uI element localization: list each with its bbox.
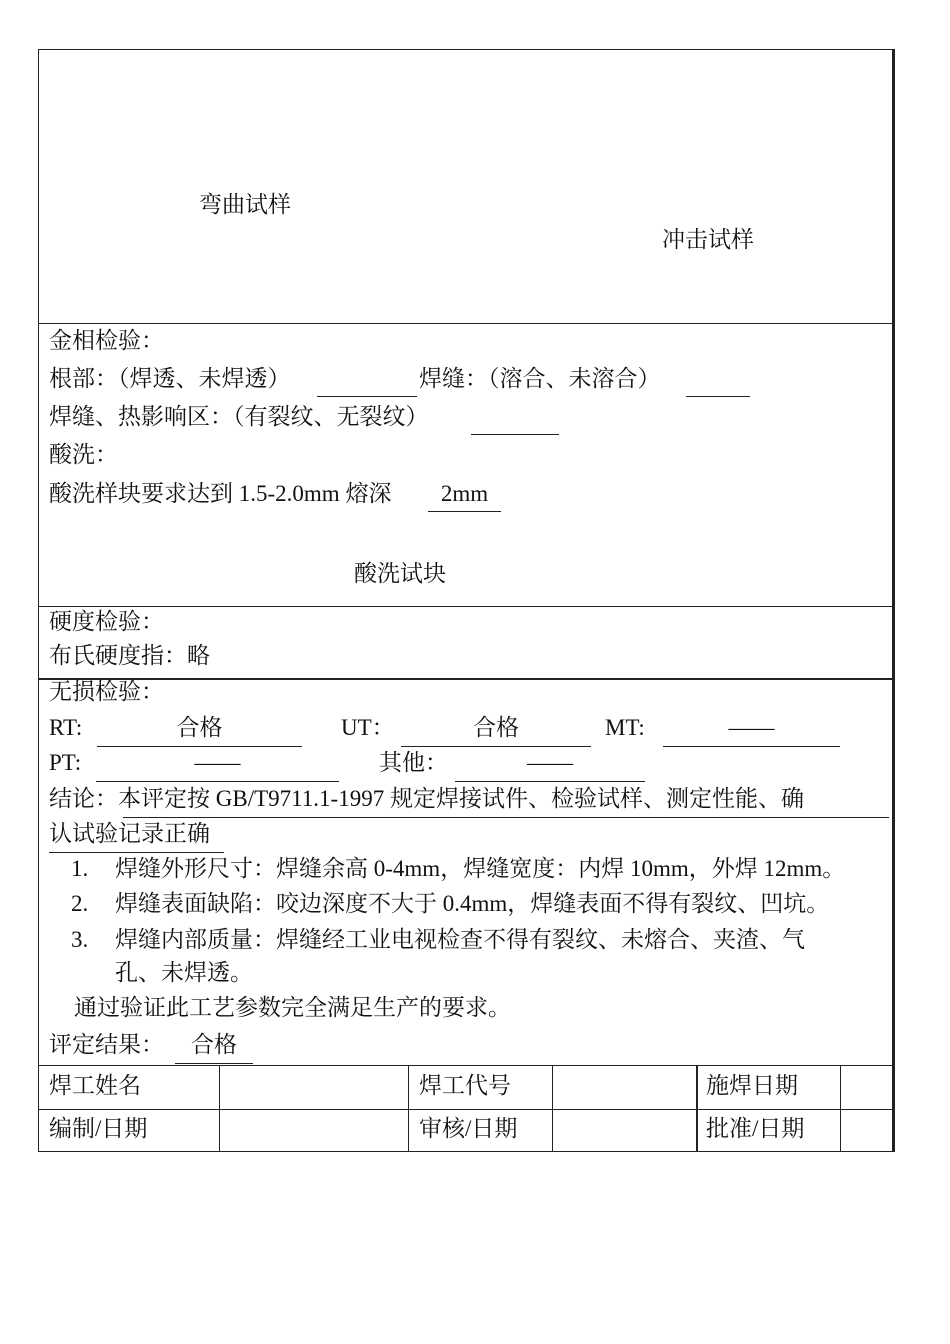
- pt-underline: [96, 781, 339, 782]
- result-value: 合格: [191, 1032, 237, 1057]
- conclusion-line-1: 结论：本评定按 GB/T9711.1-1997 规定焊接试件、检验试样、测定性能、确: [49, 786, 804, 811]
- hardness-heading: 硬度检验：: [49, 609, 164, 634]
- other-value: ——: [527, 750, 573, 775]
- table-divider: [696, 1065, 698, 1152]
- mt-label: MT:: [605, 715, 645, 740]
- other-underline: [455, 781, 645, 782]
- list-item-text: 焊缝表面缺陷：咬边深度不大于 0.4mm，焊缝表面不得有裂纹、凹坑。: [115, 891, 830, 916]
- approved-date-label: 批准/日期: [706, 1116, 805, 1141]
- pickling-requirement-value: 2mm: [440, 481, 489, 506]
- divider: [38, 1065, 895, 1066]
- rt-underline: [97, 746, 302, 747]
- list-item-text: 焊缝内部质量：焊缝经工业电视检查不得有裂纹、未熔合、夹渣、气: [115, 927, 805, 952]
- pickling-specimen-label: 酸洗试块: [354, 561, 446, 586]
- ndt-heading: 无损检验：: [49, 679, 164, 704]
- root-underline: [317, 396, 417, 397]
- welding-date-label: 施焊日期: [706, 1073, 798, 1098]
- mt-value: ——: [728, 715, 775, 740]
- bend-specimen-label: 弯曲试样: [199, 192, 291, 217]
- list-item-text-continued: 孔、未焊透。: [115, 960, 253, 985]
- pt-label: PT:: [49, 750, 82, 775]
- table-divider: [408, 1065, 409, 1152]
- rt-value: 合格: [176, 715, 223, 740]
- root-label: 根部：（焊透、未焊透）: [49, 366, 291, 391]
- haz-label: 焊缝、热影响区：（有裂纹、无裂纹）: [49, 404, 429, 429]
- divider: [38, 323, 895, 324]
- divider: [38, 606, 895, 607]
- other-label: 其他：: [379, 750, 448, 775]
- table-divider: [840, 1065, 841, 1152]
- conclusion-underline-1: [123, 817, 889, 818]
- reviewed-date-label: 审核/日期: [419, 1116, 518, 1141]
- result-label: 评定结果：: [49, 1032, 164, 1057]
- haz-underline: [471, 434, 559, 435]
- pickling-underline: [428, 511, 501, 512]
- list-item-text: 焊缝外形尺寸：焊缝余高 0-4mm，焊缝宽度：内焊 10mm，外焊 12mm。: [115, 856, 846, 881]
- rt-label: RT:: [49, 715, 83, 740]
- pt-value: ——: [194, 750, 241, 775]
- list-item-number: 3.: [71, 927, 89, 952]
- ut-value: 合格: [473, 715, 519, 740]
- weld-underline: [686, 396, 750, 397]
- divider: [38, 1109, 895, 1110]
- pickling-requirement-label: 酸洗样块要求达到 1.5-2.0mm 熔深: [49, 481, 392, 506]
- table-divider: [552, 1065, 553, 1152]
- weld-label: 焊缝：（溶合、未溶合）: [419, 366, 661, 391]
- ut-underline: [401, 746, 591, 747]
- brinell-hardness: 布氏硬度指：略: [49, 643, 210, 668]
- conclusion-line-2: 认试验记录正确: [49, 821, 210, 846]
- mt-underline: [663, 746, 840, 747]
- prepared-date-label: 编制/日期: [49, 1116, 148, 1141]
- result-underline: [175, 1063, 253, 1064]
- list-item-number: 2.: [71, 891, 89, 916]
- divider: [38, 678, 895, 680]
- ut-label: UT：: [341, 715, 395, 740]
- pickling-heading: 酸洗：: [49, 442, 118, 467]
- table-divider: [219, 1065, 220, 1152]
- conclusion-underline-2: [49, 852, 224, 853]
- impact-specimen-label: 冲击试样: [662, 227, 754, 252]
- metallographic-heading: 金相检验：: [49, 328, 164, 353]
- welder-code-label: 焊工代号: [419, 1073, 511, 1098]
- conclusion-summary: 通过验证此工艺参数完全满足生产的要求。: [74, 995, 511, 1020]
- welder-name-label: 焊工姓名: [49, 1073, 141, 1098]
- list-item-number: 1.: [71, 856, 89, 881]
